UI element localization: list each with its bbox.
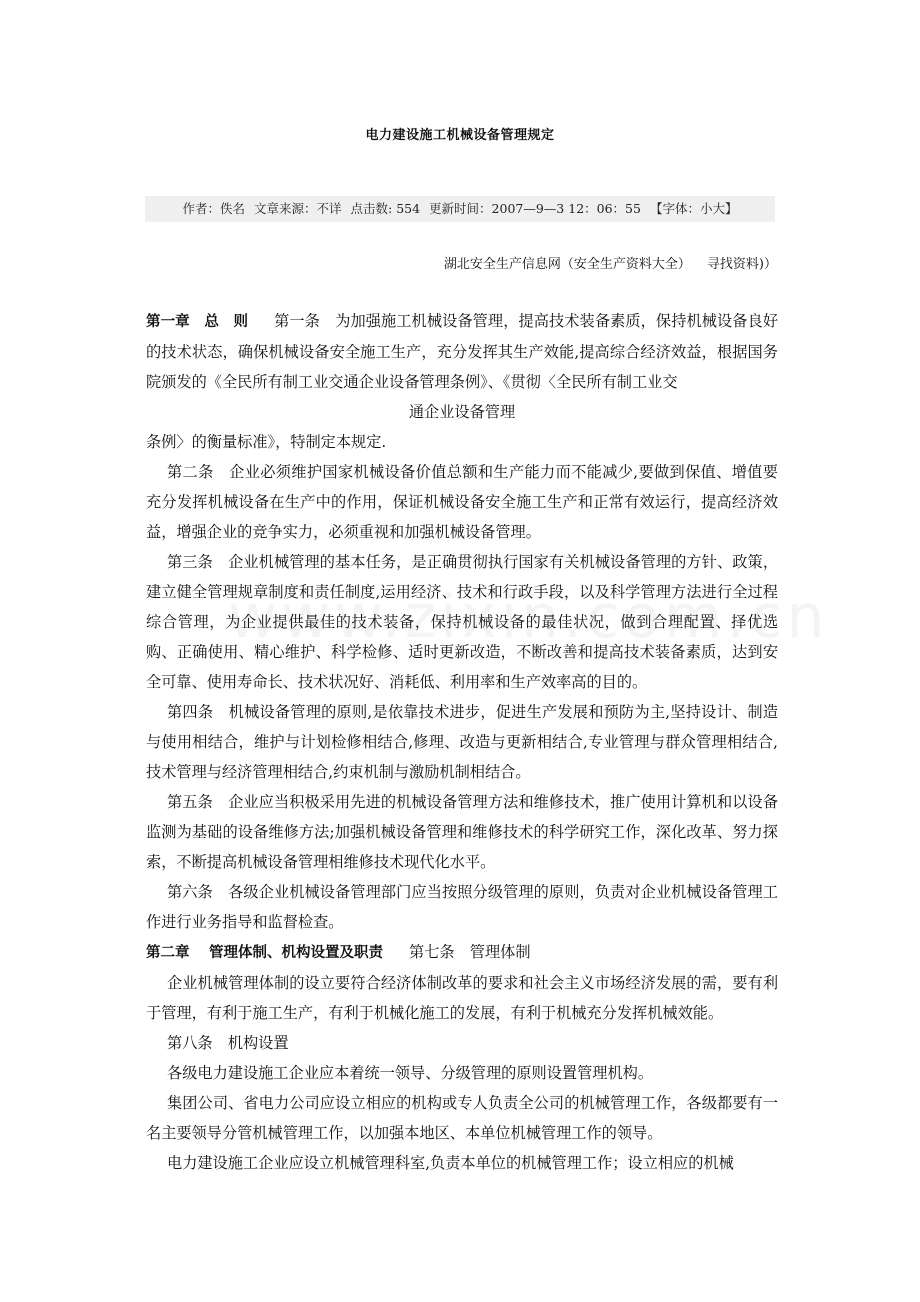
article-body (146, 306, 778, 1178)
meta-updated: 更新时间：2007—9—3 12：06：55 (429, 201, 641, 216)
paragraph-article-5: 第五条 企业应当积极采用先进的机械设备管理方法和维修技术，推广使用计算机和以设备监测为基础的设备维修方法;加强机械设备管理和维修技术的科学研究工作，深化改革、努力探索，不断提高机械设备管理相维修技术现代化水平。 (146, 793, 778, 871)
site-name-link[interactable]: 湖北安全生产信息网（安全生产资料大全） (443, 257, 691, 272)
paragraph-article-6: 第六条 各级企业机械设备管理部门应当按照分级管理的原则，负责对企业机械设备管理工作进行业务指导和监督检查。 (146, 883, 778, 931)
paragraph-article-1 (146, 306, 778, 397)
article-1-end: 条例〉的衡量标准》，特制定本规定. (146, 433, 387, 451)
site-source-line (444, 253, 777, 272)
paragraph-article-3: 第三条 企业机械管理的基本任务，是正确贯彻执行国家有关机械设备管理的方针、政策，建立健全管理规章制度和责任制度,运用经济、技术和行政手段，以及科学管理方法进行全过程综合管理，为企业提供最佳的技术装备，保持机械设备的最佳状况，做到合理配置、择优选购、正确使用、精心维护、科学检修、适时更新改造，不断改善和提高技术装备素质，达到安全可靠、使用寿命长、技术状况好、消耗低、利用率和生产效率高的目的。 (146, 553, 778, 691)
article-1-continued: 通企业设备管理 (408, 403, 516, 421)
article-meta-bar (145, 196, 775, 222)
meta-author: 作者：佚名 (182, 201, 246, 216)
paragraph-article-7: 企业机械管理体制的设立要符合经济体制改革的要求和社会主义市场经济发展的需，要有利于管理，有利于施工生产，有利于机械化施工的发展，有利于机械充分发挥机械效能。 (146, 974, 778, 1022)
meta-source: 文章来源：不详 (254, 201, 342, 216)
meta-hits: 点击数: 554 (350, 201, 421, 216)
paragraph-article-8-2: 集团公司、省电力公司应设立相应的机构或专人负责全公司的机械管理工作，各级都要有一名主要领导分管机械管理工作，以加强本地区、本单位机械管理工作的领导。 (146, 1094, 778, 1142)
page-title: 电力建设施工机械设备管理规定 (365, 128, 555, 143)
paragraph-article-8-3: 电力建设施工企业应设立机械管理科室,负责本单位的机械管理工作；设立相应的机械 (167, 1154, 734, 1172)
paragraph-article-2: 第二条 企业必须维护国家机械设备价值总额和生产能力而不能减少,要做到保值、增值要充分发挥机械设备在生产中的作用，保证机械设备安全施工生产和正常有效运行，提高经济效益，增强企业的竞争实力，必须重视和加强机械设备管理。 (146, 463, 778, 541)
chapter-2-heading: 第二章 管理体制、机构设置及职责 (146, 945, 384, 961)
article-8-title: 第八条 机构设置 (167, 1034, 289, 1052)
chapter-2-line (146, 937, 778, 968)
find-resources-link[interactable]: 寻找资料)） (706, 257, 777, 272)
paragraph-article-4: 第四条 机械设备管理的原则,是依靠技术进步，促进生产发展和预防为主,坚持设计、制造与使用相结合，维护与计划检修相结合,修理、改造与更新相结合,专业管理与群众管理相结合,技术管理与经济管理相结合,约束机制与激励机制相结合。 (146, 703, 778, 781)
article-1-text: 第一条 为加强施工机械设备管理，提高技术装备素质，保持机械设备良好的技术状态，确保机械设备安全施工生产，充分发挥其生产效能,提高综合经济效益，根据国务院颁发的《全民所有制工业交通企业设备管理条例》、《贯彻〈全民所有制工业交 (146, 312, 779, 391)
paragraph-article-8-1: 各级电力建设施工企业应本着统一领导、分级管理的原则设置管理机构。 (167, 1064, 653, 1082)
chapter-1-heading: 第一章 总 则 (146, 314, 249, 330)
article-7-title: 第七条 管理体制 (409, 943, 531, 961)
font-size-toggle[interactable]: 【字体：小大】 (649, 201, 738, 216)
